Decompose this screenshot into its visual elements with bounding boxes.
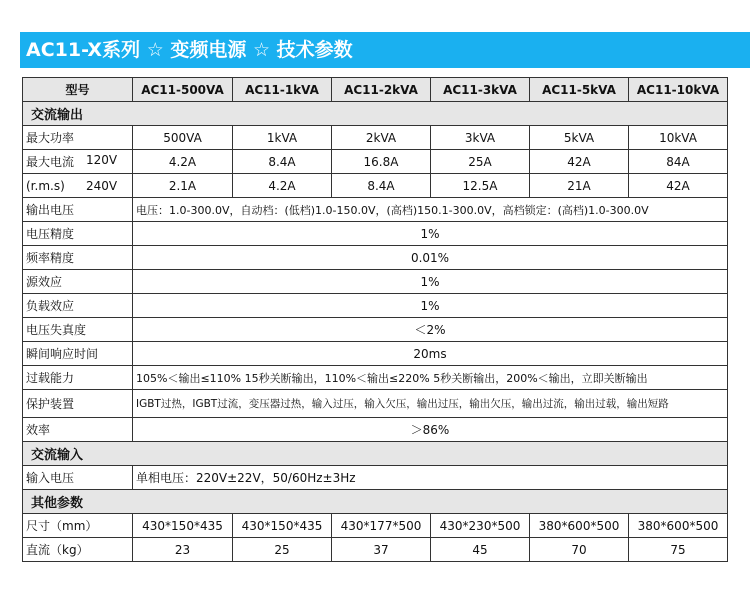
table-row (23, 318, 728, 342)
table-cell: 1kVA (233, 126, 332, 150)
row-label: 最大功率 (23, 126, 133, 150)
table-cell: 23 (133, 538, 233, 562)
table-cell: 12.5A (431, 174, 530, 198)
table-row (23, 418, 728, 442)
row-label-sub: 120V (86, 153, 118, 167)
row-label: 直流（kg） (23, 538, 133, 562)
table-cell: ＞86% (133, 418, 728, 442)
model-cell: AC11-10kVA (629, 78, 728, 102)
row-label: 输出电压 (23, 198, 133, 222)
table-row (23, 174, 728, 198)
row-label (23, 150, 133, 174)
model-cell: AC11-1kVA (233, 78, 332, 102)
table-row (23, 366, 728, 390)
section-row (23, 490, 728, 514)
row-label (23, 174, 133, 198)
section-ac-input: 交流输入 (23, 442, 728, 466)
table-cell: 37 (332, 538, 431, 562)
table-row (23, 466, 728, 490)
table-row (23, 222, 728, 246)
table-row (23, 270, 728, 294)
table-cell: 430*150*435 (133, 514, 233, 538)
table-cell: 2.1A (133, 174, 233, 198)
section-row (23, 102, 728, 126)
table-row (23, 390, 728, 418)
table-cell: 10kVA (629, 126, 728, 150)
table-cell: 75 (629, 538, 728, 562)
table-cell: 45 (431, 538, 530, 562)
table-cell: IGBT过热，IGBT过流，变压器过热，输入过压，输入欠压，输出过压，输出欠压，输出过流，输出过载，输出短路 (133, 390, 728, 418)
row-label-main: (r.m.s) (26, 178, 65, 193)
row-label: 过载能力 (23, 366, 133, 390)
table-cell: 105%＜输出≤110% 15秒关断输出，110%＜输出≤220% 5秒关断输出，200%＜输出，立即关断输出 (133, 366, 728, 390)
table-cell: 20ms (133, 342, 728, 366)
section-ac-output: 交流输出 (23, 102, 728, 126)
table-cell: 0.01% (133, 246, 728, 270)
table-cell: ＜2% (133, 318, 728, 342)
table-cell: 430*177*500 (332, 514, 431, 538)
model-cell: AC11-3kVA (431, 78, 530, 102)
table-cell: 380*600*500 (629, 514, 728, 538)
table-cell: 430*150*435 (233, 514, 332, 538)
model-label: 型号 (23, 78, 133, 102)
row-label-sub: 240V (86, 178, 118, 193)
row-label: 负载效应 (23, 294, 133, 318)
table-row (23, 198, 728, 222)
table-cell: 42A (530, 150, 629, 174)
table-cell: 电压：1.0-300.0V，自动档：(低档)1.0-150.0V，(高档)150.1-300.0V，高档锁定：(高档)1.0-300.0V (133, 198, 728, 222)
table-cell: 70 (530, 538, 629, 562)
spec-table (22, 77, 728, 562)
table-cell: 1% (133, 294, 728, 318)
table-cell: 500VA (133, 126, 233, 150)
table-cell: 4.2A (233, 174, 332, 198)
table-row (23, 514, 728, 538)
model-cell: AC11-2kVA (332, 78, 431, 102)
row-label: 保护装置 (23, 390, 133, 418)
table-row (23, 126, 728, 150)
table-cell: 单相电压：220V±22V，50/60Hz±3Hz (133, 466, 728, 490)
row-label: 输入电压 (23, 466, 133, 490)
table-cell: 1% (133, 222, 728, 246)
table-cell: 5kVA (530, 126, 629, 150)
header-row (23, 78, 728, 102)
model-cell: AC11-500VA (133, 78, 233, 102)
row-label: 电压失真度 (23, 318, 133, 342)
table-cell: 430*230*500 (431, 514, 530, 538)
row-label: 瞬间响应时间 (23, 342, 133, 366)
section-other: 其他参数 (23, 490, 728, 514)
table-row (23, 538, 728, 562)
table-cell: 4.2A (133, 150, 233, 174)
table-cell: 21A (530, 174, 629, 198)
row-label: 电压精度 (23, 222, 133, 246)
model-cell: AC11-5kVA (530, 78, 629, 102)
row-label-main: 最大电流 (26, 155, 75, 169)
table-cell: 84A (629, 150, 728, 174)
table-row (23, 342, 728, 366)
table-cell: 25 (233, 538, 332, 562)
row-label: 尺寸（mm） (23, 514, 133, 538)
table-cell: 16.8A (332, 150, 431, 174)
row-label: 效率 (23, 418, 133, 442)
table-cell: 1% (133, 270, 728, 294)
table-cell: 8.4A (332, 174, 431, 198)
page-banner: AC11-X系列 ☆ 变频电源 ☆ 技术参数 (20, 32, 750, 68)
table-row (23, 150, 728, 174)
table-cell: 25A (431, 150, 530, 174)
table-row (23, 246, 728, 270)
table-cell: 380*600*500 (530, 514, 629, 538)
table-cell: 42A (629, 174, 728, 198)
section-row (23, 442, 728, 466)
table-row (23, 294, 728, 318)
table-cell: 3kVA (431, 126, 530, 150)
row-label: 源效应 (23, 270, 133, 294)
table-cell: 2kVA (332, 126, 431, 150)
table-cell: 8.4A (233, 150, 332, 174)
row-label: 频率精度 (23, 246, 133, 270)
